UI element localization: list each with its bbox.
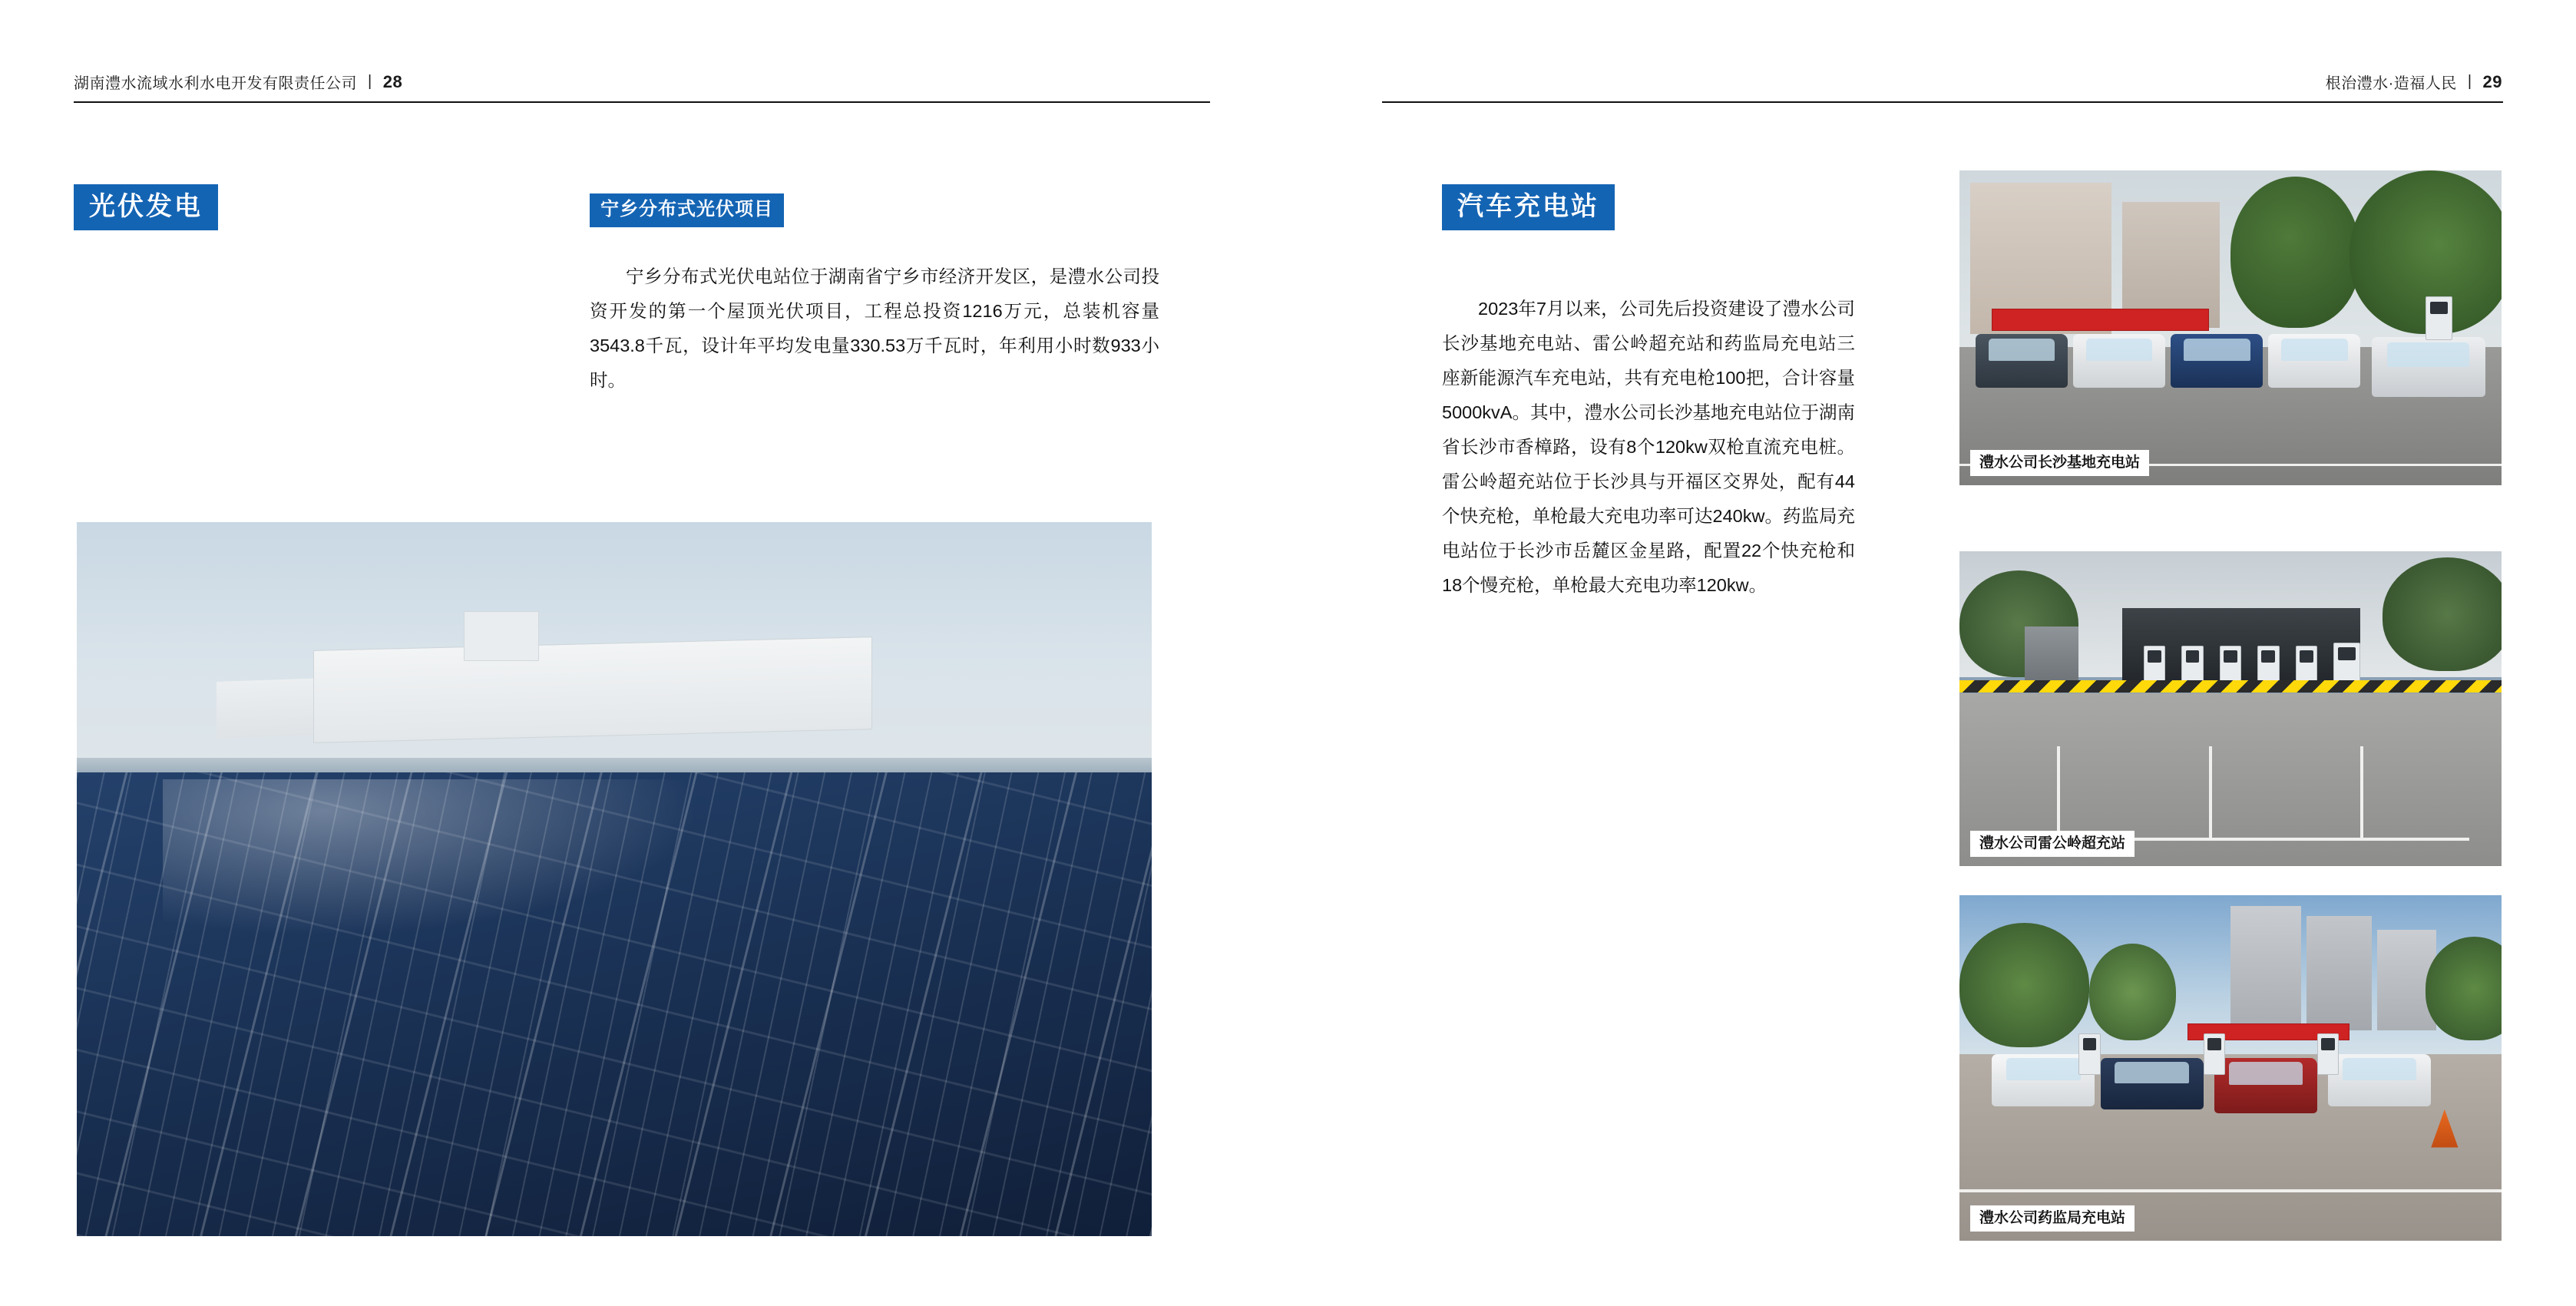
photo3-charging-pile-2 — [2204, 1033, 2225, 1075]
photovoltaic-body-text: 宁乡分布式光伏电站位于湖南省宁乡市经济开发区，是澧水公司投资开发的第一个屋顶光伏项目，工程总投资1216万元，总装机容量3543.8千瓦，设计年平均发电量330.53万千瓦时，年利用小时数933小时。 — [590, 266, 1159, 390]
right-page-number: 29 — [2482, 71, 2502, 91]
photo3-highrise-1 — [2230, 906, 2301, 1030]
photo3-caption: 澧水公司药监局充电站 — [1970, 1205, 2135, 1232]
left-page-number: 28 — [382, 71, 403, 91]
left-page-header — [74, 71, 402, 93]
photo2-tree-right — [2383, 557, 2502, 671]
photo2-parking-line-4 — [2360, 746, 2363, 841]
photo2-parking-line-3 — [2209, 746, 2212, 841]
photo1-car-3 — [2171, 334, 2263, 388]
photo1-car-1 — [1976, 334, 2068, 388]
photo-changsha-base-station — [1959, 170, 2502, 485]
photo3-tree-left — [1959, 923, 2089, 1047]
left-header-company: 湖南澧水流域水利水电开发有限责任公司 — [74, 75, 357, 92]
right-header-separator: | — [2467, 73, 2472, 90]
photo3-charging-pile-1 — [2078, 1033, 2100, 1075]
section-title-photovoltaic: 光伏发电 — [74, 184, 218, 230]
photo-yaojianju-station — [1959, 895, 2502, 1241]
right-header-slogan: 根治澧水·造福人民 — [2325, 75, 2457, 92]
photo1-car-2 — [2073, 334, 2165, 388]
photo3-car-4 — [2328, 1054, 2431, 1106]
photo-leigongling-super-station — [1959, 551, 2502, 866]
photo-building-tower — [464, 611, 539, 661]
photo3-car-3 — [2214, 1058, 2317, 1113]
right-header-rule — [1382, 101, 2503, 103]
ev-charging-body-text: 2023年7月以来，公司先后投资建设了澧水公司长沙基地充电站、雷公岭超充站和药监局充电站三座新能源汽车充电站，共有充电枪100把，合计容量5000kvA。其中，澧水公司长沙基地充电站位于湖南省长沙市香樟路，设有8个120kw双枪直流充电桩。雷公岭超充站位于长沙具与开福区交界处，配有44个快充枪，单枪最大充电功率可达240kw。药监局充电站位于长沙市岳麓区金星路，配置22个快充枪和18个慢充枪，单枪最大充电功率120kw。 — [1442, 299, 1855, 595]
photo2-equipment-cabinet — [2025, 627, 2079, 683]
left-header-rule — [74, 101, 1210, 103]
photo3-tree-mid — [2089, 944, 2176, 1040]
photo-sun-glare — [163, 779, 700, 937]
photo3-charging-pile-3 — [2317, 1033, 2339, 1075]
photo-building-main — [313, 636, 872, 743]
photo1-car-4 — [2268, 334, 2360, 388]
photo2-parking-line-2 — [2057, 746, 2060, 841]
section-title-ev-charging-station: 汽车充电站 — [1442, 184, 1615, 230]
photo3-parking-line — [1959, 1189, 2502, 1192]
photo2-caption: 澧水公司雷公岭超充站 — [1970, 831, 2135, 857]
photo3-car-2 — [2101, 1058, 2204, 1110]
photo1-caption: 澧水公司长沙基地充电站 — [1970, 450, 2149, 476]
subsection-title-ningxiang: 宁乡分布式光伏项目 — [590, 193, 784, 227]
photovoltaic-rooftop-photo — [77, 522, 1152, 1236]
photo1-car-5 — [2372, 337, 2485, 397]
photo1-tree-center — [2230, 177, 2360, 328]
photo2-warning-curb — [1959, 680, 2502, 693]
photo1-charging-pile — [2426, 296, 2452, 340]
photo3-highrise-2 — [2306, 916, 2372, 1030]
right-page-header — [2326, 71, 2502, 93]
photo1-red-banner — [1992, 309, 2208, 331]
left-header-separator: | — [368, 73, 372, 90]
